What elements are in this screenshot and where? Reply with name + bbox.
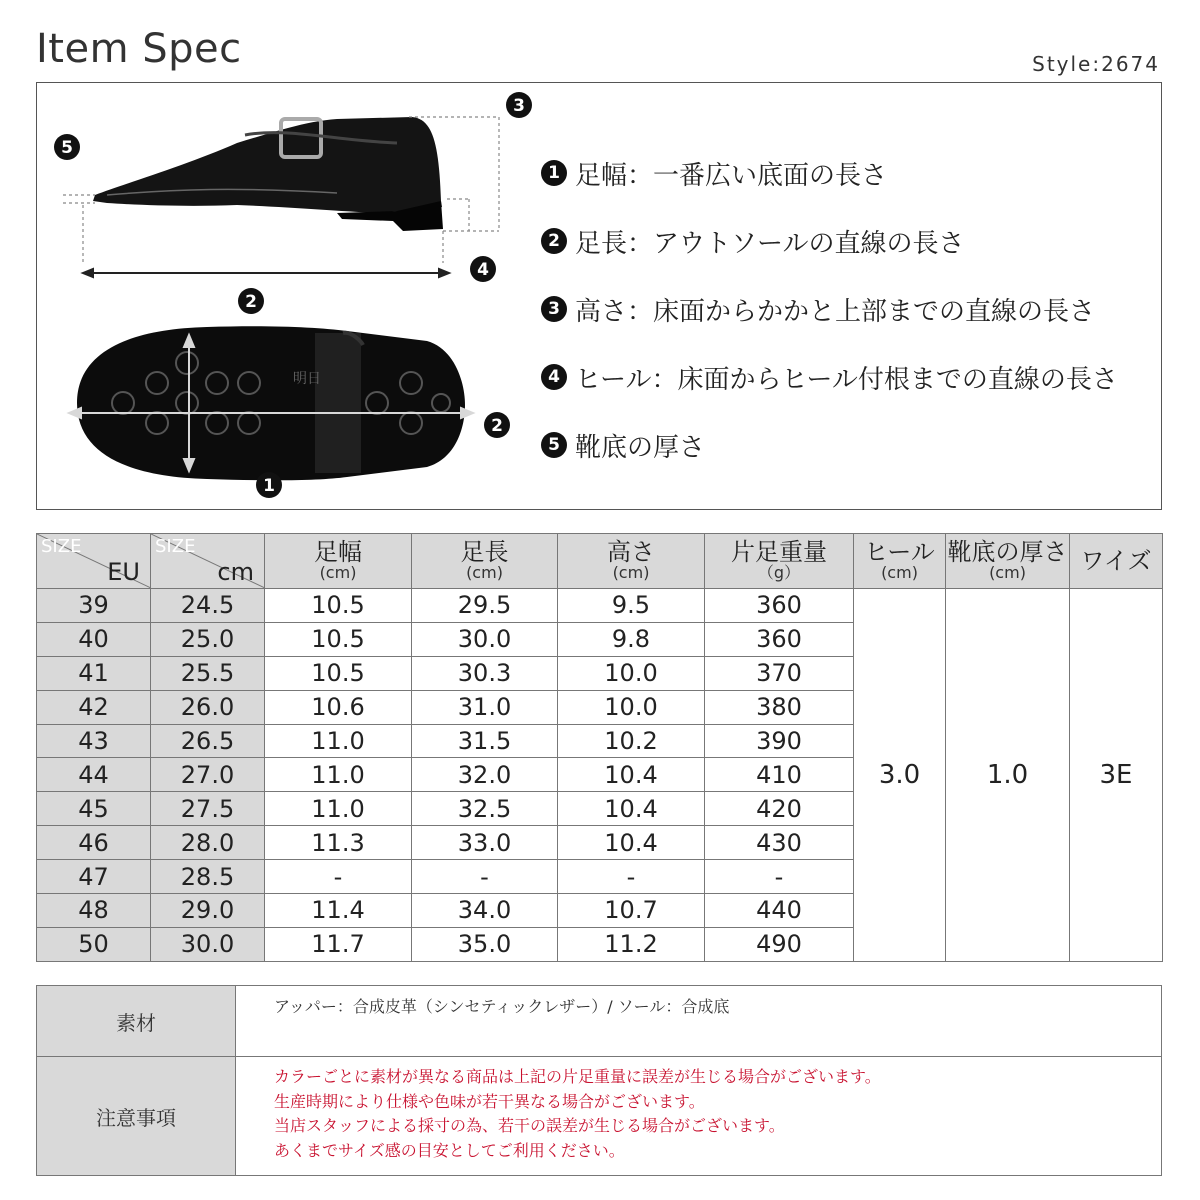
marker-length-sole — [484, 412, 510, 438]
table-row: 42 26.0 10.6 31.0 10.0 380 — [37, 690, 1163, 724]
marker-height — [506, 92, 532, 118]
heel-value: 3.0 — [854, 589, 946, 962]
notes-table — [36, 985, 1162, 1176]
definition-item: 2 足長：アウトソールの直線の長さ — [541, 207, 1118, 275]
page-title: Item Spec — [36, 26, 242, 72]
definition-item: 5 靴底の厚さ — [541, 411, 1118, 479]
definition-item: 1 足幅：一番広い底面の長さ — [541, 139, 1118, 207]
header-height: 高さ (cm) — [558, 534, 705, 589]
svg-text:2: 2 — [491, 416, 503, 436]
marker-length-side — [238, 288, 264, 314]
material-text: アッパー：合成皮革（シンセティックレザー）/ ソール：合成底 — [236, 986, 1162, 1057]
caution-row — [37, 1057, 1162, 1176]
header-weight: 片足重量 （g） — [705, 534, 854, 589]
header-size-eu: SIZE EU — [37, 534, 151, 589]
sole-thickness-value: 1.0 — [946, 589, 1070, 962]
caution-line: カラーごとに素材が異なる商品は上記の片足重量に誤差が生じる場合がございます。 — [274, 1067, 881, 1086]
header-width: 足幅 (cm) — [265, 534, 412, 589]
svg-text:5: 5 — [61, 138, 73, 158]
size-table-header — [37, 534, 1163, 589]
measurement-guide — [36, 82, 1162, 510]
header-sole-thickness: 靴底の厚さ (cm) — [946, 534, 1070, 589]
caution-line: 当店スタッフによる採寸の為、若干の誤差が生じる場合がございます。 — [274, 1116, 785, 1135]
caution-line: あくまでサイズ感の目安としてご利用ください。 — [274, 1140, 625, 1160]
size-table — [36, 533, 1163, 962]
table-row: 44 27.0 11.0 32.0 10.4 410 — [37, 758, 1163, 792]
definition-item: 4 ヒール：床面からヒール付根までの直線の長さ — [541, 343, 1118, 411]
style-code: Style:2674 — [1032, 52, 1160, 76]
material-row — [37, 986, 1162, 1057]
table-row: 45 27.5 11.0 32.5 10.4 420 — [37, 792, 1163, 826]
svg-text:4: 4 — [477, 260, 489, 280]
material-label: 素材 — [37, 986, 236, 1057]
header-wise: ワイズ — [1070, 534, 1163, 589]
header-size-cm: SIZE cm — [151, 534, 265, 589]
svg-text:2: 2 — [245, 292, 257, 312]
caution-line: 生産時期により仕様や色味が若干異なる場合がございます。 — [274, 1091, 705, 1111]
table-row: 46 28.0 11.3 33.0 10.4 430 — [37, 826, 1163, 860]
svg-text:3: 3 — [513, 96, 525, 116]
wise-value: 3E — [1070, 589, 1163, 962]
caution-label: 注意事項 — [37, 1057, 236, 1176]
table-row: 47 28.5 - - - - — [37, 860, 1163, 894]
marker-heel — [470, 256, 496, 282]
table-row: 43 26.5 11.0 31.5 10.2 390 — [37, 724, 1163, 758]
definition-item: 3 高さ：床面からかかと上部までの直線の長さ — [541, 275, 1118, 343]
table-row: 39 24.5 10.5 29.5 9.5 360 3.0 1.0 3E — [37, 589, 1163, 623]
marker-width — [256, 472, 282, 498]
caution-text — [236, 1057, 1162, 1176]
svg-text:1: 1 — [263, 476, 275, 496]
table-row: 40 25.0 10.5 30.0 9.8 360 — [37, 622, 1163, 656]
header-length: 足長 (cm) — [412, 534, 558, 589]
shoe-diagram — [37, 83, 557, 511]
shoe-sole-view — [77, 326, 465, 480]
marker-sole — [54, 134, 80, 160]
table-row: 48 29.0 11.4 34.0 10.7 440 — [37, 894, 1163, 928]
header-heel: ヒール (cm) — [854, 534, 946, 589]
table-row: 50 30.0 11.7 35.0 11.2 490 — [37, 927, 1163, 961]
shoe-side-view — [93, 117, 443, 231]
table-row: 41 25.5 10.5 30.3 10.0 370 — [37, 656, 1163, 690]
sole-print: 明日 — [293, 371, 321, 387]
measurement-definitions — [541, 139, 1118, 479]
